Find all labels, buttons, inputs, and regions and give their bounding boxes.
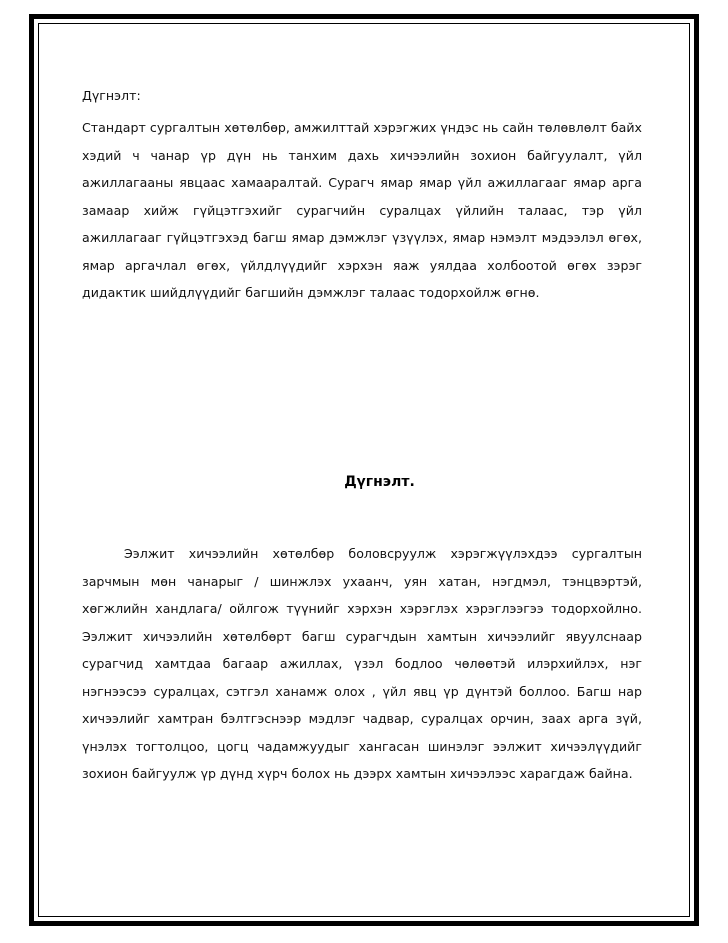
section-heading-conclusion-1: Дүгнэлт: [82, 88, 141, 103]
paragraph-conclusion-1: Стандарт сургалтын хөтөлбөр, амжилттай хэрэгжих үндэс нь сайн төлөвлөлт байх хэдий ч чанар үр дүн нь танхим дахь хичээлийн зохион байгуулалт, үйл ажиллагааны явцаас хамааралтай. Сурагч ямар ямар үйл ажиллагааг ямар арга замаар хийж гүйцэтгэхийг сурагчийн суралцах үйлийн талаас, тэр үйл ажиллагааг гүйцэтгэхэд багш ямар дэмжлэг үзүүлэх, ямар нэмэлт мэдээлэл өгөх, ямар аргачлал өгөх, үйлдлүүдийг хэрхэн яаж уялдаа холбоотой өгөх зэрэг дидактик шийдлүүдийг багшийн дэмжлэг талаас тодорхойлж өгнө. [82, 120, 642, 300]
paragraph-conclusion-2: Ээлжит хичээлийн хөтөлбөр боловсруулж хэрэгжүүлэхдээ сургалтын зарчмын мөн чанарыг / шинжлэх ухаанч, уян хатан, нэгдмэл, тэнцвэртэй, хөгжлийн хандлага/ ойлгож түүнийг хэрхэн хэрэглэх хэрэглээгээ тодорхойлно. Ээлжит хичээлийн хөтөлбөрт багш сурагчдын хамтын хичээлийг явуулснаар сурагчид хамтдаа багаар ажиллах, үзэл бодлоо чөлөөтэй илэрхийлэх, нэг нэгнээсээ суралцах, сэтгэл ханамж олох , үйл явц үр дүнтэй боллоо. Багш нар хичээлийг хамтран бэлтгэснээр мэдлэг чадвар, суралцах орчин, заах арга зүй, үнэлэх тогтолцоо, цогц чадамжуудыг хангасан шинэлэг ээлжит хичээлүүдийг зохион байгуулж үр дүнд хүрч болох нь дээрх хамтын хичээлээс харагдаж байна. [82, 546, 642, 781]
section-heading-conclusion-2: Дүгнэлт. [344, 474, 415, 490]
